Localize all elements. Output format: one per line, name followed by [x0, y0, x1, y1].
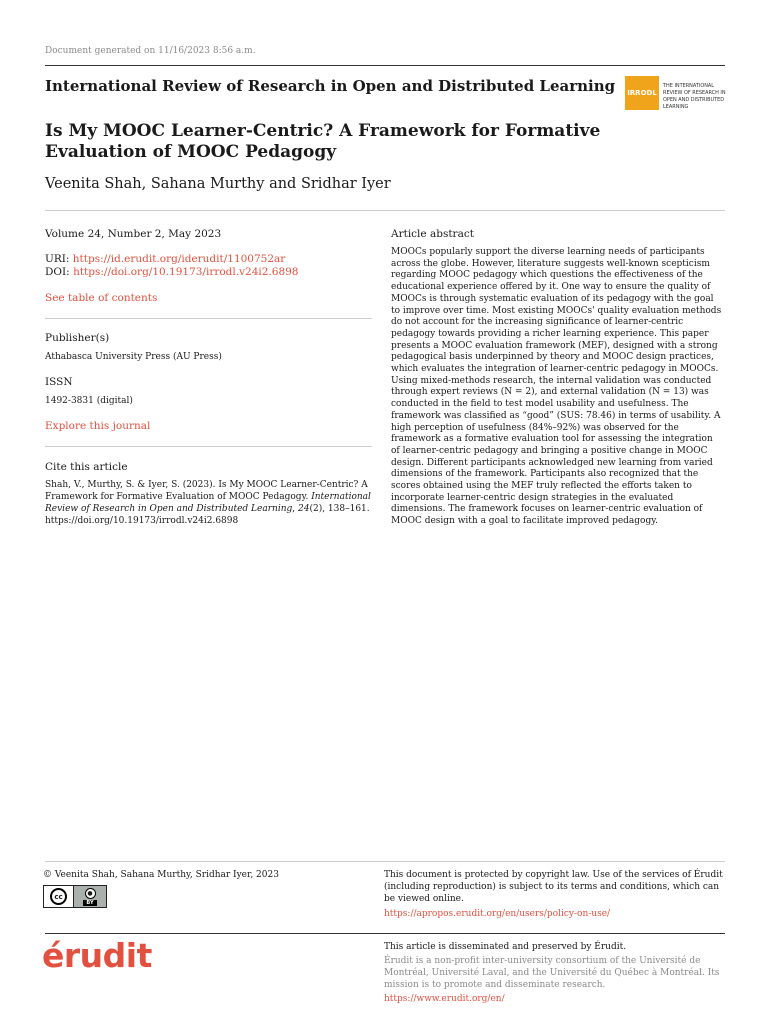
by-label: BY — [83, 900, 96, 906]
abstract-text: MOOCs popularly support the diverse learning needs of participants across the globe. However, literature suggests well-known scepticism regarding MOOC pedagogy which questions the effectiveness of the educational experience offered by it. One way to ensure the quality of MOOCs is through systematic evaluation of its pedagogy with the goal to improve over time. Most existing MOOCs' quality evaluation methods do not account for the increasing significance of learner-centric pedagogy towards providing a richer learning experience. This paper presents a MOOC evaluation framework (MEF), designed with a strong pedagogical basis underpinned by theory and MOOC design practices, which evaluates the integration of learner-centric pedagogy in MOOCs. Using mixed-methods research, the internal validation was conducted through expert reviews (N = 2), and external validation (N = 13) was conducted in the field to test model usability and usefulness. The framework was classified as “good” (SUS: 78.46) in terms of usability. A high perception of usefulness (84%–92%) was observed for the framework as a formative evaluation tool for assessing the integration of learner-centric pedagogy and bringing a positive change in MOOC design. Different participants acknowledged new learning from varied dimensions of the framework. Participants also recognized that the scores obtained using the MEF truly reflected the efforts taken to incorporate learner-centric design strategies in the evaluated dimensions. The framework focuses on learner-centric evaluation of MOOC design with a goal to facilitate improved pedagogy. — [391, 247, 722, 527]
copyright-text: © Veenita Shah, Sahana Murthy, Sridhar Iyer, 2023 — [43, 870, 279, 880]
citation-journal: International Review of Research in Open and Distributed Learning — [45, 492, 371, 514]
explore-journal-link[interactable]: Explore this journal — [45, 420, 151, 432]
doi-line — [45, 266, 299, 279]
cite-label: Cite this article — [45, 461, 128, 473]
erudit-description: Érudit is a non-profit inter-university consortium of the Université de Montréal, Université Laval, and the Université du Québec à Montréal. Its mission is to promote and disseminate research. — [384, 956, 720, 990]
cc-section — [44, 886, 74, 907]
toc-link[interactable]: See table of contents — [45, 292, 158, 304]
erudit-logo: érudit — [42, 936, 152, 975]
issn-label: ISSN — [45, 376, 73, 388]
cc-by-license-badge[interactable] — [43, 885, 107, 908]
left-divider-2 — [45, 446, 372, 447]
citation-pages: (2), 138–161. https://doi.org/10.19173/irrodl.v24i2.6898 — [45, 504, 370, 526]
citation-separator: , — [292, 504, 298, 514]
citation-main: Shah, V., Murthy, S. & Iyer, S. (2023). Is My MOOC Learner-Centric? A Framework for Formative Evaluation of MOOC Pedagogy. — [45, 480, 368, 502]
person-icon: ● — [85, 888, 96, 899]
journal-name: International Review of Research in Open and Distributed Learning — [45, 77, 616, 95]
erudit-website-link[interactable]: https://www.erudit.org/en/ — [384, 994, 505, 1004]
abstract-label: Article abstract — [391, 228, 474, 240]
irrodl-logo: IRRODL — [625, 76, 659, 110]
publisher-name: Athabasca University Press (AU Press) — [45, 352, 222, 362]
by-section — [74, 886, 106, 907]
disseminated-text: This article is disseminated and preserved by Érudit. — [384, 942, 627, 952]
irrodl-logo-tagline: THE INTERNATIONAL REVIEW OF RESEARCH IN OPEN AND DISTRIBUTED LEARNING — [663, 83, 726, 110]
header-divider — [45, 65, 725, 66]
citation-text — [45, 479, 375, 527]
uri-line — [45, 253, 285, 266]
issn-value: 1492-3831 (digital) — [45, 396, 133, 406]
doi-link[interactable]: https://doi.org/10.19173/irrodl.v24i2.6898 — [73, 266, 299, 278]
left-divider-1 — [45, 318, 372, 319]
uri-link[interactable]: https://id.erudit.org/iderudit/1100752ar — [72, 253, 286, 265]
footer-divider-bottom — [45, 933, 725, 934]
generated-timestamp: Document generated on 11/16/2023 8:56 a.m. — [45, 46, 256, 56]
uri-label: URI: — [45, 253, 73, 265]
volume-info: Volume 24, Number 2, May 2023 — [45, 228, 222, 240]
protection-text: This document is protected by copyright law. Use of the services of Érudit (including reproduction) is subject to its terms and conditions, which can be viewed online. — [384, 870, 723, 904]
policy-link[interactable]: https://apropos.erudit.org/en/users/policy-on-use/ — [384, 909, 611, 919]
title-divider — [45, 210, 725, 211]
footer-divider-top — [45, 861, 725, 862]
publishers-label: Publisher(s) — [45, 332, 110, 344]
doi-label: DOI: — [45, 266, 74, 278]
article-authors: Veenita Shah, Sahana Murthy and Sridhar Iyer — [45, 176, 391, 192]
article-title: Is My MOOC Learner-Centric? A Framework for Formative Evaluation of MOOC Pedagogy — [45, 121, 601, 162]
cc-icon: cc — [50, 888, 67, 905]
citation-volume: 24 — [298, 504, 310, 514]
